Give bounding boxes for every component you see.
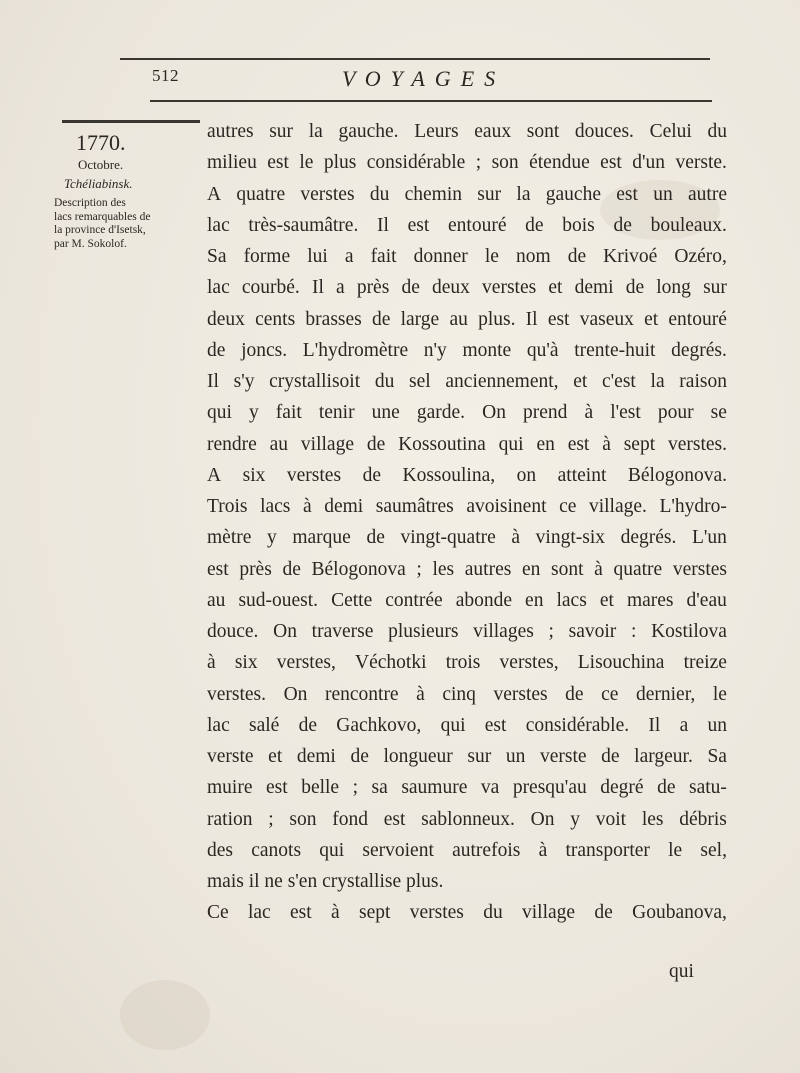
word: du: [483, 902, 503, 924]
text-line: [207, 241, 727, 272]
word: Il: [207, 371, 219, 392]
word: sel,: [700, 839, 727, 861]
top-rule: [120, 58, 710, 60]
word: entouré: [448, 214, 507, 236]
word: qui: [207, 402, 232, 424]
word: verstes,: [499, 652, 559, 674]
word: y: [570, 808, 580, 830]
word: en: [525, 589, 544, 611]
word: verstes: [286, 464, 342, 486]
word: plusieurs: [388, 621, 459, 642]
word: ration: [207, 808, 253, 830]
word: L'un: [692, 527, 727, 549]
word: de: [362, 464, 381, 486]
word: Kossoulina,: [402, 464, 496, 486]
word: Leurs: [414, 121, 459, 142]
word: A: [207, 183, 222, 205]
word: qu'à: [526, 339, 559, 361]
word: Gachkovo,: [336, 714, 422, 736]
word: canots: [251, 839, 302, 861]
word: longueur: [383, 746, 453, 767]
word: prend: [523, 402, 568, 424]
word: de: [350, 746, 369, 767]
word: autre: [688, 183, 727, 205]
word: traverse: [311, 621, 374, 642]
word: lacs: [556, 589, 587, 611]
word: bouleaux.: [650, 214, 727, 236]
word: Bélogonova: [311, 558, 406, 580]
word: les: [641, 808, 664, 830]
word: à: [302, 496, 312, 517]
word: c'est: [602, 371, 636, 392]
word: au: [207, 589, 226, 611]
text-line: [207, 335, 727, 366]
word: courbé.: [241, 277, 300, 299]
word: plus.: [478, 308, 516, 330]
word: sont: [551, 558, 584, 580]
word: considérable: [366, 152, 466, 174]
word: verstes.: [207, 683, 267, 705]
text-line: [207, 554, 727, 585]
word: à: [594, 558, 603, 580]
word: est: [290, 902, 312, 924]
running-head: VOYAGES: [342, 66, 506, 91]
word: le: [299, 152, 314, 174]
word: :: [630, 621, 637, 642]
word: Cette: [331, 589, 373, 611]
word: L'hydromètre: [302, 339, 409, 361]
word: demi: [574, 277, 614, 299]
word: voit: [595, 808, 627, 830]
word: est: [407, 214, 430, 236]
word: va: [480, 777, 500, 799]
word: sa: [371, 777, 388, 799]
word: Kossoutina: [398, 433, 486, 455]
word: l'est: [610, 402, 641, 424]
word: Ozéro,: [674, 246, 727, 267]
word: anciennement,: [445, 371, 559, 392]
word: vaseux: [579, 308, 634, 330]
word: lac: [207, 214, 230, 236]
word: Celui: [649, 121, 692, 142]
word: et: [548, 277, 563, 299]
word: rencontre: [324, 683, 399, 705]
word: des: [207, 839, 233, 861]
word: Il: [377, 214, 389, 236]
word: demi: [296, 746, 336, 767]
word: verste.: [675, 152, 727, 174]
word: de: [567, 246, 587, 267]
word: Lisouchina: [577, 652, 665, 674]
word: s'y: [233, 371, 255, 392]
word: tenir: [318, 402, 355, 424]
word: L'hydro-: [659, 496, 727, 517]
word: du: [369, 183, 390, 205]
word: son: [491, 152, 519, 174]
word: qui: [498, 433, 524, 455]
page-number: 512: [152, 66, 179, 85]
word: belle: [301, 777, 340, 799]
word: On: [273, 621, 297, 642]
margin-rule: [62, 120, 200, 123]
word: autres: [207, 121, 254, 142]
word: à: [538, 839, 548, 861]
word: fait: [275, 402, 302, 424]
word: Sa: [207, 246, 227, 267]
word: pour: [657, 402, 694, 424]
word: village: [300, 433, 354, 455]
word: fait: [370, 246, 397, 267]
text-line: [207, 147, 727, 178]
text-line: [207, 616, 727, 647]
word: a: [344, 246, 354, 267]
text-line: [207, 772, 727, 803]
word: monte: [462, 339, 512, 361]
word: en: [536, 433, 555, 455]
word: avoisinent: [466, 496, 547, 517]
word: lacs: [260, 496, 291, 517]
word: près: [356, 277, 390, 299]
word: à: [511, 527, 521, 549]
margin-note-line: par M. Sokolof.: [54, 237, 127, 250]
word: Il: [311, 277, 324, 299]
text-line: [207, 179, 727, 210]
word: nom: [515, 246, 551, 267]
word: du: [374, 371, 395, 392]
text-line: [207, 304, 727, 335]
word: demi: [324, 496, 364, 517]
word: Kostilova: [651, 621, 727, 642]
word: verstes: [482, 277, 537, 299]
word: lac: [207, 277, 230, 299]
word: presqu'au: [512, 777, 587, 799]
word: et: [644, 308, 659, 330]
word: la: [308, 121, 323, 142]
word: atteint: [557, 464, 607, 486]
word: On: [530, 808, 555, 830]
word: verstes: [409, 902, 464, 924]
word: vingt-quatre: [400, 527, 496, 549]
word: de: [657, 777, 676, 799]
word: ;: [548, 621, 554, 642]
word: y: [267, 527, 277, 549]
word: treize: [683, 652, 727, 674]
text-line: [207, 835, 727, 866]
word: cents: [255, 308, 296, 330]
word: savoir: [568, 621, 617, 642]
word: sur: [467, 746, 492, 767]
text-line: [207, 272, 727, 303]
word: la: [650, 371, 665, 392]
word: raison: [679, 371, 727, 392]
word: brasses: [305, 308, 362, 330]
text-line: [207, 397, 727, 428]
word: verstes: [300, 183, 355, 205]
word: à: [416, 683, 425, 705]
word: sept: [358, 902, 391, 924]
word: autres: [464, 558, 512, 580]
word: d'un: [632, 152, 666, 174]
word: village: [522, 902, 576, 924]
word: la: [516, 183, 531, 205]
word: large: [400, 308, 440, 330]
word: sept: [623, 433, 656, 455]
word: au: [449, 308, 468, 330]
word: vingt-six: [535, 527, 605, 549]
word: bois: [562, 214, 595, 236]
word: un: [505, 746, 526, 767]
word: à: [584, 402, 594, 424]
word: y: [248, 402, 259, 424]
word: village.: [588, 496, 647, 517]
word: d'eau: [686, 589, 727, 611]
word: un: [707, 714, 727, 736]
word: rendre: [207, 433, 257, 455]
word: est: [616, 183, 638, 205]
word: Sa: [707, 746, 727, 767]
word: verstes.: [667, 433, 727, 455]
margin-note-line: la province d'Isetsk,: [54, 224, 146, 236]
word: A: [207, 464, 222, 486]
word: cinq: [442, 683, 476, 705]
word: du: [707, 121, 727, 142]
margin-note: [54, 197, 204, 251]
word: au: [269, 433, 289, 455]
word: de: [613, 214, 632, 236]
word: six: [242, 464, 266, 486]
word: gauche.: [338, 121, 399, 142]
word: gauche: [545, 183, 601, 205]
word: à: [602, 433, 611, 455]
word: Bélogonova.: [627, 464, 727, 486]
text-line: [207, 522, 727, 553]
word: et: [573, 371, 588, 392]
word: donner: [413, 246, 468, 267]
word: de: [366, 527, 385, 549]
word: milieu: [207, 152, 257, 174]
word: saumure: [401, 777, 468, 799]
word: sur: [703, 277, 727, 299]
word: On: [283, 683, 308, 705]
word: Véchotki: [355, 652, 427, 674]
paper-stain: [120, 980, 210, 1050]
word: trente-huit: [574, 339, 656, 361]
text-line: [207, 460, 727, 491]
word: de: [282, 558, 301, 580]
word: lac: [207, 714, 230, 736]
word: de: [298, 714, 317, 736]
text-line: [207, 741, 727, 772]
catchword: qui: [669, 961, 694, 982]
word: trois: [445, 652, 481, 674]
word: Krivoé: [603, 246, 658, 267]
text-line: [207, 210, 727, 241]
word: salé: [249, 714, 280, 736]
word: verste: [539, 746, 587, 767]
word: a: [679, 714, 689, 736]
word: est: [600, 152, 622, 174]
word: qui: [319, 839, 345, 861]
word: ;: [268, 808, 274, 830]
word: plus: [323, 152, 357, 174]
word: Trois: [207, 496, 248, 517]
word: sel: [409, 371, 431, 392]
margin-note-line: Description des: [54, 197, 126, 209]
word: mètre: [207, 527, 252, 549]
margin-place: Tchéliabinsk.: [64, 176, 133, 191]
word: est: [267, 152, 289, 174]
word: est: [547, 308, 570, 330]
word: crystallisoit: [269, 371, 361, 392]
word: de: [207, 339, 226, 361]
word: n'y: [423, 339, 447, 361]
word: de: [371, 308, 391, 330]
word: sur: [269, 121, 294, 142]
word: se: [710, 402, 727, 424]
word: fond: [332, 808, 368, 830]
word: son: [289, 808, 317, 830]
word: une: [371, 402, 400, 424]
word: débris: [679, 808, 727, 830]
word: ;: [475, 152, 482, 174]
word: degrés.: [620, 527, 677, 549]
word: de: [594, 902, 613, 924]
word: sud-ouest.: [238, 589, 319, 611]
word: de: [366, 433, 386, 455]
word: considérable.: [525, 714, 630, 736]
word: sur: [477, 183, 502, 205]
word: très-saumâtre.: [248, 214, 359, 236]
word: un: [653, 183, 673, 205]
text-line: [207, 647, 727, 678]
word: verstes: [672, 558, 727, 580]
word: joncs.: [241, 339, 288, 361]
word: verstes,: [276, 652, 336, 674]
word: de: [525, 214, 544, 236]
word: deux: [207, 308, 245, 330]
word: est: [484, 714, 507, 736]
text-line: [207, 491, 727, 522]
word: a: [336, 277, 345, 299]
word: de: [601, 746, 620, 767]
word: quatre: [613, 558, 663, 580]
text-line: [207, 366, 727, 397]
word: sont: [526, 121, 560, 142]
word: lui: [307, 246, 328, 267]
word: six: [234, 652, 258, 674]
word: est: [266, 777, 288, 799]
text-line: [207, 804, 727, 835]
word: à: [331, 902, 340, 924]
word: étendue: [529, 152, 590, 174]
text-line: mais il ne s'en crystallise plus.: [207, 871, 444, 892]
margin-year: 1770.: [76, 130, 126, 155]
word: près: [239, 558, 272, 580]
word: ;: [416, 558, 422, 580]
word: abonde: [455, 589, 513, 611]
word: à: [207, 652, 216, 674]
text-line: [207, 710, 727, 741]
word: qui: [440, 714, 466, 736]
text-line: [207, 585, 727, 616]
word: ce: [559, 496, 577, 517]
word: douces.: [574, 121, 634, 142]
word: entouré: [668, 308, 727, 330]
word: de: [565, 683, 584, 705]
word: les: [432, 558, 455, 580]
word: contrée: [385, 589, 443, 611]
margin-month: Octobre.: [78, 157, 124, 172]
word: saumâtres: [375, 496, 454, 517]
word: marque: [292, 527, 351, 549]
word: le: [484, 246, 499, 267]
word: satu-: [688, 777, 727, 799]
word: servoient: [362, 839, 434, 861]
word: transporter: [565, 839, 650, 861]
word: Il: [525, 308, 538, 330]
word: verste: [207, 746, 254, 767]
word: eaux: [474, 121, 512, 142]
word: muire: [207, 777, 253, 799]
word: est: [567, 433, 590, 455]
word: forme: [243, 246, 291, 267]
word: sablonneux.: [421, 808, 515, 830]
word: degrés.: [671, 339, 727, 361]
word: est: [383, 808, 406, 830]
text-line: [207, 679, 727, 710]
word: le: [712, 683, 727, 705]
word: largeur.: [634, 746, 693, 767]
word: garde.: [416, 402, 466, 424]
word: de: [625, 277, 645, 299]
word: de: [401, 277, 420, 299]
word: Il: [648, 714, 661, 736]
word: chemin: [404, 183, 463, 205]
word: quatre: [236, 183, 286, 205]
word: douce.: [207, 621, 259, 642]
word: est: [207, 558, 229, 580]
word: ;: [352, 777, 359, 799]
word: Goubanova,: [632, 902, 727, 924]
word: degré: [600, 777, 644, 799]
text-line: [207, 116, 727, 147]
word: autrefois: [452, 839, 521, 861]
word: on: [516, 464, 537, 486]
text-line: [207, 897, 727, 928]
word: le: [668, 839, 683, 861]
word: ce: [601, 683, 619, 705]
word: deux: [432, 277, 470, 299]
word: verstes: [493, 683, 548, 705]
body-text: [207, 116, 727, 929]
word: mares: [626, 589, 674, 611]
text-line: [207, 429, 727, 460]
word: et: [599, 589, 614, 611]
word: dernier,: [635, 683, 696, 705]
margin-note-line: lacs remarquables de: [54, 210, 151, 223]
word: en: [521, 558, 541, 580]
word: long: [656, 277, 691, 299]
word: On: [482, 402, 506, 424]
word: lac: [247, 902, 271, 924]
header-rule: [150, 100, 712, 102]
word: villages: [473, 621, 534, 642]
word: et: [268, 746, 283, 767]
word: Ce: [207, 902, 229, 924]
